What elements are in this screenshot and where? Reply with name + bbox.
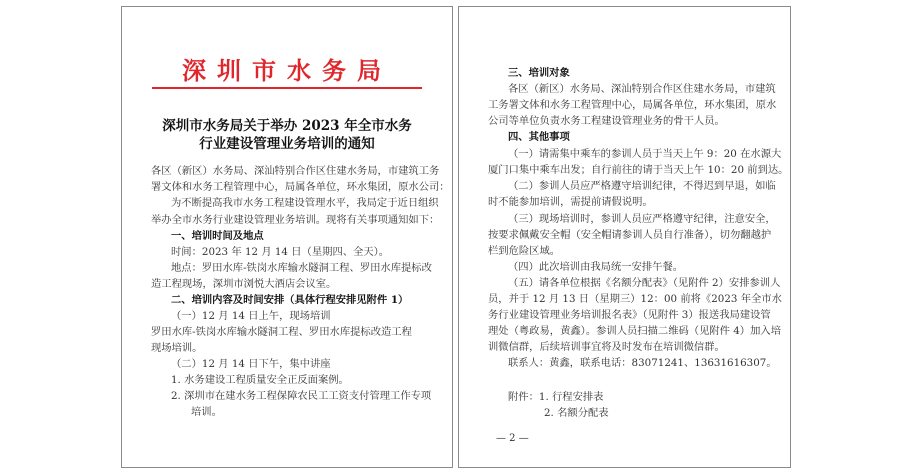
section-heading-2: 二、培训内容及时间安排（具体行程安排见附件 1） — [171, 294, 409, 306]
time-line: 时间：2023 年 12 月 14 日（星期四、全天）。 — [171, 246, 390, 258]
attachment-item-1: 附件：1. 行程安排表 — [508, 391, 604, 403]
item-5-line-4: 理处（粤政易，黄鑫）。参训人员扫描二维码（见附件 4）加入培 — [488, 325, 781, 337]
morning-line-2: 现场培训。 — [151, 342, 203, 354]
audience-line-1: 各区（新区）水务局、深汕特别合作区住建水务局，市建筑 — [508, 83, 776, 95]
item-5-line-3: 务行业建设管理业务培训报名表》（见附件 3）报送我局建设管 — [488, 309, 771, 321]
document-page-2 — [458, 6, 791, 468]
afternoon-heading: （二）12 月 14 日下午，集中讲座 — [171, 358, 331, 370]
item-2-line-2: 时不能参加培训，需提前请假说明。 — [488, 196, 653, 208]
section-heading-1: 一、培训时间及地点 — [171, 230, 264, 242]
org-header: 深圳市水务局 — [182, 56, 392, 85]
intro-line-2: 举办全市水务行业建设管理业务培训。现将有关事项通知如下： — [151, 214, 440, 226]
page-number: — 2 — — [496, 433, 529, 444]
lecture-item-2: 2. 深圳市在建水务工程保障农民工工资支付管理工作专项 — [171, 390, 432, 402]
audience-line-2: 工务署文体和水务工程管理中心，局属各单位，环水集团，原水 — [488, 99, 777, 111]
notice-title-line-2: 行业建设管理业务培训的通知 — [199, 136, 375, 152]
intro-line-1: 为不断提高我市水务工程建设管理水平，我局定于近日组织 — [171, 197, 439, 209]
section-heading-3: 三、培训对象 — [508, 67, 570, 79]
red-divider-line — [152, 87, 422, 89]
item-4-line: （四）此次培训由我局统一安排午餐。 — [508, 261, 684, 273]
item-2-line-1: （二）参训人员应严格遵守培训纪律，不得迟到早退，如临 — [508, 180, 776, 192]
morning-heading: （一）12 月 14 日上午，现场培训 — [171, 310, 331, 322]
location-line-1: 地点：罗田水库-铁岗水库输水隧洞工程、罗田水库提标改 — [171, 262, 432, 274]
item-5-line-2: 员，并于 12 月 13 日（星期三）12：00 前将《2023 年全市水 — [488, 293, 782, 305]
addressee-line-1: 各区（新区）水务局、深汕特别合作区住建水务局，市建筑工务 — [151, 165, 440, 177]
item-1-line-2: 厦门口集中乘车出发；自行前往的请于当天上午 10：20 前到达。 — [488, 164, 789, 176]
attachment-item-2: 2. 名额分配表 — [544, 407, 609, 419]
item-5-line-5: 训微信群，后续培训事宜将及时发布在培训微信群。 — [488, 341, 725, 353]
item-3-line-3: 栏到危险区域。 — [488, 245, 561, 257]
section-heading-4: 四、其他事项 — [508, 131, 570, 143]
morning-line-1: 罗田水库-铁岗水库输水隧洞工程、罗田水库提标改造工程 — [151, 326, 412, 338]
audience-line-3: 公司等单位负责水务工程建设管理业务的骨干人员。 — [488, 115, 725, 127]
notice-title-line-1: 深圳市水务局关于举办 2023 年全市水务 — [162, 118, 412, 134]
document-page-1 — [121, 6, 453, 468]
addressee-line-2: 署文体和水务工程管理中心，局属各单位，环水集团，原水公司： — [151, 181, 450, 193]
item-5-line-1: （五）请各单位根据《名额分配表》（见附件 2）安排参训人 — [508, 277, 781, 289]
contact-line: 联系人：黄鑫，联系电话：83071241、13631616307。 — [508, 357, 777, 369]
lecture-item-1: 1. 水务建设工程质量安全正反面案例。 — [171, 374, 349, 386]
item-3-line-2: 按要求佩戴安全帽（安全帽请参训人员自行准备），切勿翻越护 — [488, 229, 772, 241]
location-line-2: 造工程现场，深圳市浏悦大酒店会议室。 — [151, 278, 337, 290]
item-3-line-1: （三）现场培训时，参训人员应严格遵守纪律，注意安全， — [508, 213, 776, 225]
lecture-item-2-cont: 培训。 — [191, 406, 222, 418]
item-1-line-1: （一）请需集中乘车的参训人员于当天上午 9：20 在水源大 — [508, 148, 782, 160]
